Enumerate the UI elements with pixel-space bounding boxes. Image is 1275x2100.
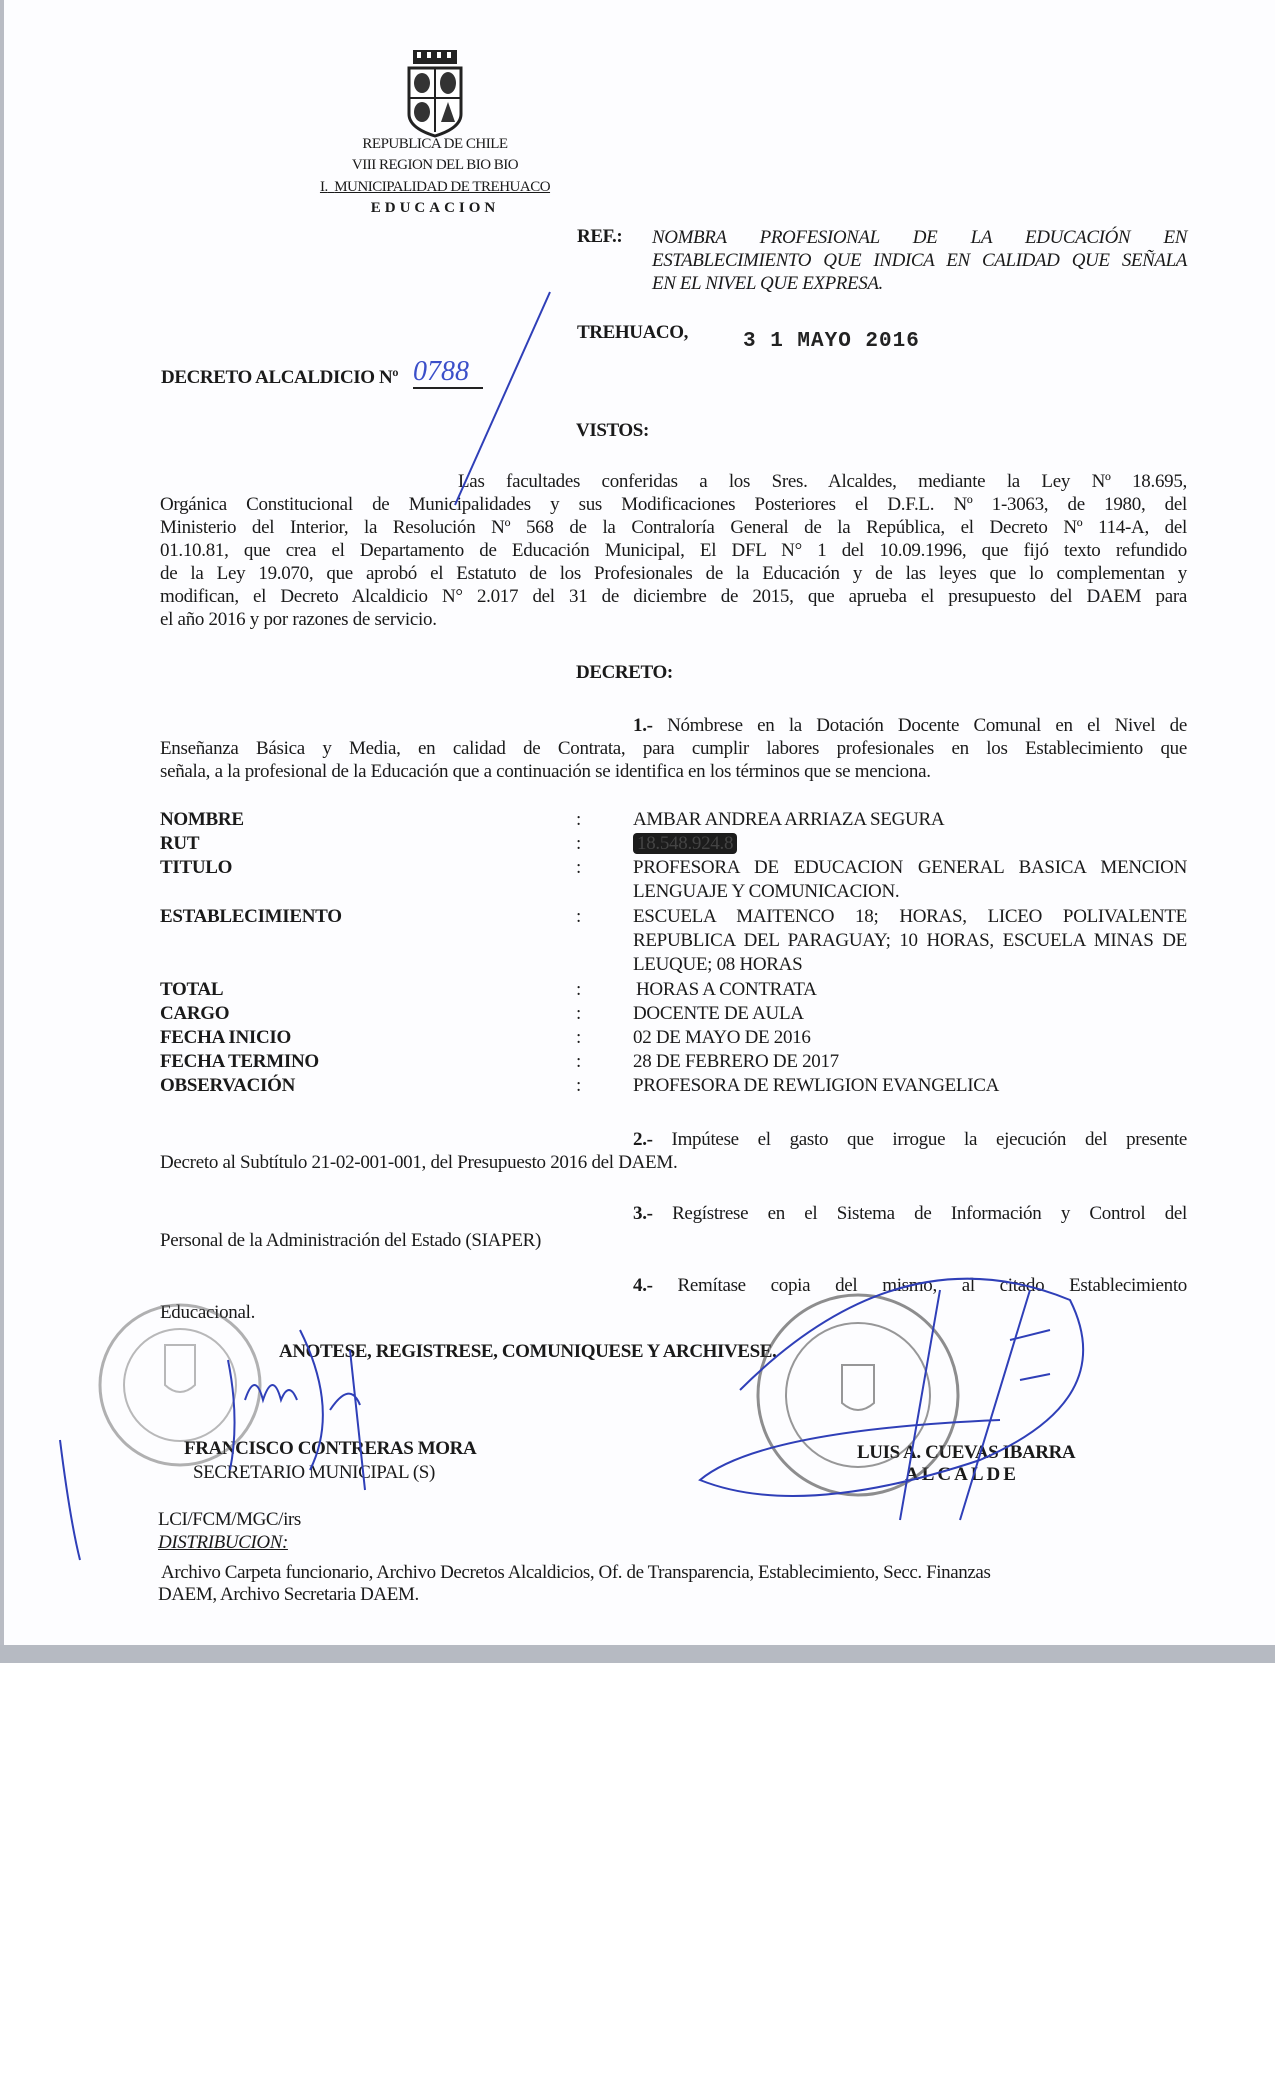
- item-3-number: 3.-: [633, 1203, 653, 1224]
- field-label: TITULO: [160, 857, 233, 878]
- field-label: TOTAL: [160, 979, 224, 1000]
- field-value: PROFESORA DE REWLIGION EVANGELICA: [633, 1075, 1000, 1096]
- ref-label: REF.:: [577, 226, 623, 247]
- item-1-line: Enseñanza Básica y Media, en calidad de Contrata, para cumplir labores profesionales en los Establecimiento que: [160, 738, 1187, 759]
- item-4-text: Remítase copia del mismo, al citado Establecimiento: [677, 1275, 1187, 1296]
- item-2-number: 2.-: [633, 1129, 653, 1150]
- secretary-title: SECRETARIO MUNICIPAL (S): [193, 1462, 435, 1483]
- decree-label: DECRETO ALCALDICIO Nº: [161, 367, 399, 388]
- secretary-name: FRANCISCO CONTRERAS MORA: [184, 1438, 477, 1459]
- item-4: [160, 1272, 1187, 1326]
- field-label: FECHA INICIO: [160, 1027, 292, 1048]
- decree-number-handwritten: 0788: [413, 357, 483, 389]
- vistos-line: Ministerio del Interior, la Resolución Nº 568 de la Contraloría General de la República, el Decreto Nº 114-A, del: [160, 517, 1187, 538]
- item-2: [160, 1128, 1187, 1174]
- field-value: DOCENTE DE AULA: [633, 1003, 804, 1024]
- item-4-number: 4.-: [633, 1275, 653, 1296]
- field-label: CARGO: [160, 1003, 230, 1024]
- item-3-text: Regístrese en el Sistema de Información y Control del: [672, 1203, 1188, 1224]
- vistos-line: de la Ley 19.070, que aprobó el Estatuto de los Profesionales de la Educación y de las leyes que lo complementan y: [160, 563, 1187, 584]
- field-colon: :: [576, 906, 581, 927]
- mayor-title: ALCALDE: [905, 1464, 1019, 1485]
- field-colon: :: [576, 1051, 581, 1072]
- header-republic: REPUBLICA DE CHILE: [362, 136, 508, 152]
- vistos-title: VISTOS:: [576, 420, 649, 441]
- ref-line: ESTABLECIMIENTO QUE INDICA EN CALIDAD QUE SEÑALA: [652, 250, 1187, 271]
- vistos-line: Orgánica Constitucional de Municipalidades y sus Modificaciones Posteriores el D.F.L. Nº 1-3063, de 1980, del: [160, 494, 1187, 515]
- item-1-text: Nómbrese en la Dotación Docente Comunal en el Nivel de: [667, 715, 1187, 736]
- item-3-line: Personal de la Administración del Estado (SIAPER): [160, 1230, 542, 1251]
- field-colon: :: [576, 1003, 581, 1024]
- header-department: EDUCACION: [370, 200, 500, 216]
- field-colon: :: [576, 1075, 581, 1096]
- distribution-title: DISTRIBUCION:: [158, 1532, 288, 1553]
- vistos-line: Las facultades conferidas a los Sres. Alcaldes, mediante la Ley Nº 18.695,: [458, 471, 1187, 492]
- ref-line: EN EL NIVEL QUE EXPRESA.: [652, 273, 883, 294]
- vistos-line: 01.10.81, que crea el Departamento de Educación Municipal, El DFL N° 1 del 10.09.1996, que fijó texto refundido: [160, 540, 1187, 561]
- header-municipality-name: MUNICIPALIDAD DE TREHUACO: [334, 179, 551, 195]
- header-region: VIII REGION DEL BIO BIO: [351, 157, 519, 173]
- field-label: NOMBRE: [160, 809, 244, 830]
- decreto-title: DECRETO:: [576, 662, 673, 683]
- item-2-text: Impútese el gasto que irrogue la ejecución del presente: [671, 1129, 1188, 1150]
- item-4-line: Educacional.: [160, 1302, 256, 1323]
- vistos-line: modifican, el Decreto Alcaldicio N° 2.017 del 31 de diciembre de 2015, que aprueba el presupuesto del DAEM para: [160, 586, 1187, 607]
- item-3: [160, 1200, 1187, 1254]
- place: TREHUACO,: [577, 322, 688, 343]
- header-municipality: [285, 179, 585, 196]
- field-colon: :: [576, 1027, 581, 1048]
- item-1: [160, 714, 1187, 783]
- distribution-line: DAEM, Archivo Secretaria DAEM.: [158, 1584, 419, 1605]
- vistos-line: el año 2016 y por razones de servicio.: [160, 609, 437, 630]
- ref-line: NOMBRA PROFESIONAL DE LA EDUCACIÓN EN: [652, 227, 1187, 248]
- mayor-name: LUIS A. CUEVAS IBARRA: [857, 1442, 1076, 1463]
- field-label: ESTABLECIMIENTO: [160, 906, 342, 927]
- distribution-line: Archivo Carpeta funcionario, Archivo Decretos Alcaldicios, Of. de Transparencia, Establecimiento, Secc. Finanzas: [161, 1562, 991, 1583]
- field-colon: :: [576, 833, 581, 854]
- header-municipality-prefix: I.: [319, 179, 328, 195]
- scan-bottom-band: [0, 1645, 1275, 1663]
- field-value-redacted: 18.548.924.8: [633, 833, 737, 854]
- field-label: OBSERVACIÓN: [160, 1075, 296, 1096]
- initials: LCI/FCM/MGC/irs: [158, 1509, 301, 1530]
- item-1-line: señala, a la profesional de la Educación que a continuación se identifica en los términos que se menciona.: [160, 761, 931, 782]
- field-colon: :: [576, 979, 581, 1000]
- item-1-number: 1.-: [633, 715, 653, 736]
- item-2-line: Decreto al Subtítulo 21-02-001-001, del Presupuesto 2016 del DAEM.: [160, 1152, 678, 1173]
- field-value: AMBAR ANDREA ARRIAZA SEGURA: [633, 809, 945, 830]
- field-value: HORAS A CONTRATA: [636, 979, 817, 1000]
- field-colon: :: [576, 857, 581, 878]
- field-label: FECHA TERMINO: [160, 1051, 319, 1072]
- municipal-crest-logo: [405, 48, 465, 138]
- field-value: 28 DE FEBRERO DE 2017: [633, 1051, 839, 1072]
- field-colon: :: [576, 809, 581, 830]
- vistos-paragraph: [160, 470, 1187, 631]
- date-stamp: 3 1 MAYO 2016: [743, 330, 920, 353]
- ref-text: [652, 226, 1187, 295]
- field-value: ESCUELA MAITENCO 18; HORAS, LICEO POLIVALENTE REPUBLICA DEL PARAGUAY; 10 HORAS, ESCUELA MINAS DE LEUQUE; 08 HORAS: [633, 906, 1187, 975]
- field-value: PROFESORA DE EDUCACION GENERAL BASICA MENCION LENGUAJE Y COMUNICACION.: [633, 857, 1187, 902]
- field-label: RUT: [160, 833, 200, 854]
- item-1-first-line: [160, 714, 1187, 737]
- closing-formula: ANOTESE, REGISTRESE, COMUNIQUESE Y ARCHIVESE.: [279, 1341, 777, 1362]
- field-value: 02 DE MAYO DE 2016: [633, 1027, 811, 1048]
